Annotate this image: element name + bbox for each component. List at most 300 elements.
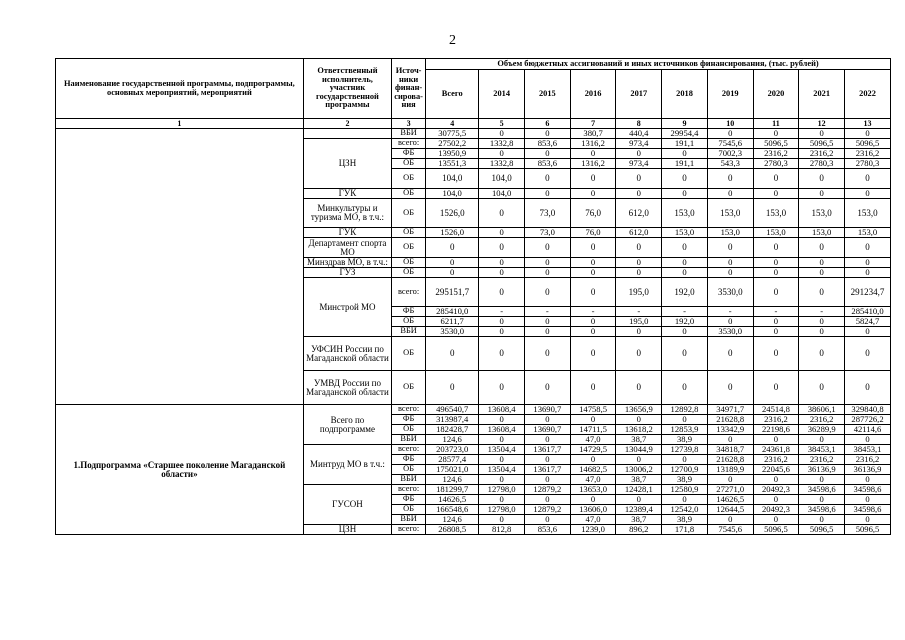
source-cell: ВБИ [392,129,426,139]
year-value-cell: - [707,307,753,317]
year-value-cell: 14682,5 [570,465,616,475]
year-value-cell: 38,9 [662,515,708,525]
source-cell: ОБ [392,425,426,435]
year-value-cell: 0 [799,435,845,445]
year-value-cell: 20492,3 [753,505,799,515]
year-value-cell: 34598,6 [799,485,845,495]
year-value-cell: 14758,5 [570,405,616,415]
year-value-cell: 0 [845,268,891,278]
column-number: 10 [707,119,753,129]
year-value-cell: 0 [845,129,891,139]
year-value-cell: 0 [570,169,616,189]
total-value-cell: 496540,7 [426,405,479,415]
year-value-cell: 0 [570,149,616,159]
year-value-cell: 0 [479,129,525,139]
year-value-cell: 13656,9 [616,405,662,415]
executor-cell: Минстрой МО [303,278,391,337]
table-row [56,129,891,139]
year-value-cell: 0 [479,455,525,465]
year-value-cell: 5824,7 [845,317,891,327]
executor-cell: Департамент спорта МО [303,238,391,258]
year-value-cell: 291234,7 [845,278,891,307]
year-value-cell: 0 [479,415,525,425]
year-value-cell: 0 [525,189,571,199]
year-value-cell: 2316,2 [753,455,799,465]
year-value-cell: 0 [662,495,708,505]
year-value-cell: 38453,1 [845,445,891,455]
executor-cell: Минздрав МО, в т.ч.: [303,258,391,268]
column-number: 8 [616,119,662,129]
year-value-cell: 0 [525,268,571,278]
executor-cell: Всего по подпрограмме [303,405,391,445]
year-value-cell: 1332,8 [479,159,525,169]
year-value-cell: 0 [662,337,708,371]
source-cell: ФБ [392,495,426,505]
year-value-cell: 0 [570,371,616,405]
year-value-cell: 2780,3 [799,159,845,169]
total-value-cell: 104,0 [426,189,479,199]
year-value-cell: 153,0 [707,199,753,228]
year-value-cell: 24514,8 [753,405,799,415]
total-value-cell: 14626,5 [426,495,479,505]
year-value-cell: 0 [753,238,799,258]
year-value-cell: 1332,8 [479,139,525,149]
year-value-cell: 0 [479,268,525,278]
year-value-cell: 0 [753,435,799,445]
year-value-cell: 0 [479,228,525,238]
year-value-cell: 2780,3 [845,159,891,169]
year-value-cell: 0 [662,169,708,189]
year-value-cell: 38,9 [662,475,708,485]
total-value-cell: 13551,3 [426,159,479,169]
year-value-cell: 13006,2 [616,465,662,475]
year-value-cell: 0 [753,317,799,327]
year-value-cell: 853,6 [525,159,571,169]
year-value-cell: 29954,4 [662,129,708,139]
year-value-cell: 36136,9 [799,465,845,475]
year-value-cell: 0 [570,278,616,307]
year-value-cell: 38606,1 [799,405,845,415]
year-value-cell: 0 [570,415,616,425]
year-value-cell: 0 [570,317,616,327]
year-value-cell: 0 [525,129,571,139]
year-value-cell: 2780,3 [753,159,799,169]
executor-cell: УМВД России по Магаданской области [303,371,391,405]
total-value-cell: 182428,7 [426,425,479,435]
year-value-cell: 287726,2 [845,415,891,425]
year-value-cell: - [662,307,708,317]
year-value-cell: 76,0 [570,199,616,228]
year-value-cell: 34598,6 [845,485,891,495]
year-value-cell: 12739,8 [662,445,708,455]
year-value-cell: 12879,2 [525,485,571,495]
year-value-cell: 0 [616,149,662,159]
year-value-cell: 38,7 [616,515,662,525]
year-value-cell: 0 [525,258,571,268]
year-value-cell: 13504,4 [479,445,525,455]
year-value-cell: 0 [753,278,799,307]
year-value-cell: 285410,0 [845,307,891,317]
header-year-2016: 2016 [570,70,616,119]
year-value-cell: 12389,4 [616,505,662,515]
column-number: 2 [303,119,391,129]
year-value-cell: 0 [525,495,571,505]
year-value-cell: 0 [799,371,845,405]
source-cell: всего: [392,525,426,535]
year-value-cell: 3530,0 [707,327,753,337]
total-value-cell: 28577,4 [426,455,479,465]
year-value-cell: 0 [570,268,616,278]
year-value-cell: 0 [845,515,891,525]
total-value-cell: 181299,7 [426,485,479,495]
year-value-cell: 0 [479,515,525,525]
year-value-cell: 153,0 [662,228,708,238]
year-value-cell: 0 [479,371,525,405]
source-cell: ОБ [392,159,426,169]
year-value-cell: 22045,6 [753,465,799,475]
year-value-cell: 0 [845,371,891,405]
source-cell: ВБИ [392,327,426,337]
header-source: Источ- ники финан- сирова- ния [392,59,426,119]
total-value-cell: 0 [426,258,479,268]
year-value-cell: 2316,2 [845,455,891,465]
year-value-cell: 0 [479,149,525,159]
year-value-cell: 14626,5 [707,495,753,505]
year-value-cell: 153,0 [799,228,845,238]
year-value-cell: 13606,0 [570,505,616,515]
column-number: 7 [570,119,616,129]
header-executor: Ответственный исполнитель, участник государственной программы [303,59,391,119]
year-value-cell: 192,0 [662,278,708,307]
year-value-cell: 13617,7 [525,445,571,455]
year-value-cell: 0 [525,327,571,337]
year-value-cell: 896,2 [616,525,662,535]
year-value-cell: 24361,8 [753,445,799,455]
year-value-cell: 38,7 [616,475,662,485]
total-value-cell: 0 [426,268,479,278]
year-value-cell: 12798,0 [479,485,525,495]
column-numbers-row [56,119,891,129]
year-value-cell: 13653,0 [570,485,616,495]
header-year-2022: 2022 [845,70,891,119]
total-value-cell: 175021,0 [426,465,479,475]
year-value-cell: 13342,9 [707,425,753,435]
total-value-cell: 3530,0 [426,327,479,337]
year-value-cell: 13690,7 [525,405,571,415]
year-value-cell: 0 [525,149,571,159]
executor-cell [303,129,391,139]
year-value-cell: 329840,8 [845,405,891,415]
executor-cell: Минтруд МО в т.ч.: [303,445,391,485]
year-value-cell: 12892,8 [662,405,708,415]
total-value-cell: 124,6 [426,515,479,525]
executor-cell: ГУК [303,189,391,199]
total-value-cell: 1526,0 [426,199,479,228]
year-value-cell: 13690,7 [525,425,571,435]
source-cell: ФБ [392,415,426,425]
year-value-cell: 0 [662,189,708,199]
year-value-cell: 0 [570,238,616,258]
year-value-cell: 20492,3 [753,485,799,495]
source-cell: ОБ [392,228,426,238]
column-number: 3 [392,119,426,129]
year-value-cell: 612,0 [616,199,662,228]
source-cell: ОБ [392,258,426,268]
year-value-cell: 0 [753,475,799,485]
year-value-cell: 5096,5 [845,525,891,535]
source-cell: ВБИ [392,475,426,485]
total-value-cell: 285410,0 [426,307,479,317]
year-value-cell: 0 [753,337,799,371]
source-cell: ОБ [392,317,426,327]
year-value-cell: 0 [707,371,753,405]
year-value-cell: 0 [753,327,799,337]
year-value-cell: 0 [479,435,525,445]
year-value-cell: 0 [570,327,616,337]
year-value-cell: 0 [799,337,845,371]
year-value-cell: 0 [616,268,662,278]
source-cell: ОБ [392,465,426,475]
year-value-cell: 13617,7 [525,465,571,475]
source-cell: ОБ [392,371,426,405]
year-value-cell: 2316,2 [799,415,845,425]
column-number: 5 [479,119,525,129]
year-value-cell: 543,3 [707,159,753,169]
total-value-cell: 104,0 [426,169,479,189]
year-value-cell: 0 [616,415,662,425]
year-value-cell: 0 [616,258,662,268]
year-value-cell: 612,0 [616,228,662,238]
executor-cell: ГУСОН [303,485,391,525]
year-value-cell: 0 [616,495,662,505]
year-value-cell: 0 [753,495,799,505]
year-value-cell: 0 [707,268,753,278]
source-cell: ОБ [392,268,426,278]
year-value-cell: 47,0 [570,475,616,485]
year-value-cell: 2316,2 [753,415,799,425]
year-value-cell: 7545,6 [707,139,753,149]
year-value-cell: - [753,307,799,317]
source-cell: ОБ [392,169,426,189]
year-value-cell: 0 [753,268,799,278]
total-value-cell: 13950,9 [426,149,479,159]
year-value-cell: 12700,9 [662,465,708,475]
year-value-cell: 5096,5 [845,139,891,149]
year-value-cell: 0 [799,129,845,139]
source-cell: ОБ [392,199,426,228]
source-cell: всего: [392,278,426,307]
year-value-cell: 0 [753,371,799,405]
column-number: 12 [799,119,845,129]
year-value-cell: 812,8 [479,525,525,535]
year-value-cell: 0 [799,317,845,327]
year-value-cell: 380,7 [570,129,616,139]
year-value-cell: 22198,6 [753,425,799,435]
year-value-cell: 21628,8 [707,455,753,465]
year-value-cell: 0 [845,238,891,258]
total-value-cell: 30775,5 [426,129,479,139]
year-value-cell: 195,0 [616,317,662,327]
year-value-cell: 153,0 [707,228,753,238]
year-value-cell: 12798,0 [479,505,525,515]
year-value-cell: 5096,5 [753,525,799,535]
year-value-cell: 0 [845,169,891,189]
year-value-cell: 12644,5 [707,505,753,515]
year-value-cell: 0 [525,278,571,307]
year-value-cell: 0 [662,238,708,258]
year-value-cell: 153,0 [799,199,845,228]
year-value-cell: - [525,307,571,317]
year-value-cell: 0 [707,515,753,525]
year-value-cell: - [570,307,616,317]
year-value-cell: 73,0 [525,199,571,228]
year-value-cell: 104,0 [479,189,525,199]
year-value-cell: 153,0 [753,228,799,238]
executor-cell: ЦЗН [303,139,391,189]
year-value-cell: 13618,2 [616,425,662,435]
year-value-cell: 0 [707,189,753,199]
year-value-cell: 0 [753,515,799,525]
total-value-cell: 6211,7 [426,317,479,327]
year-value-cell: 0 [753,129,799,139]
source-cell: ОБ [392,337,426,371]
source-cell: всего: [392,139,426,149]
total-value-cell: 295151,7 [426,278,479,307]
table-row [56,405,891,415]
year-value-cell: 14711,5 [570,425,616,435]
total-value-cell: 0 [426,371,479,405]
column-number: 13 [845,119,891,129]
year-value-cell: 38,9 [662,435,708,445]
year-value-cell: 3530,0 [707,278,753,307]
year-value-cell: 21628,8 [707,415,753,425]
year-value-cell: 0 [799,189,845,199]
year-value-cell: 0 [662,455,708,465]
year-value-cell: 2316,2 [799,455,845,465]
column-number: 9 [662,119,708,129]
year-value-cell: 0 [479,475,525,485]
total-value-cell: 0 [426,238,479,258]
year-value-cell: 0 [479,278,525,307]
year-value-cell: 34818,7 [707,445,753,455]
year-value-cell: 0 [662,268,708,278]
year-value-cell: 0 [616,455,662,465]
header-total: Всего [426,70,479,119]
header-year-2015: 2015 [525,70,571,119]
source-cell: ВБИ [392,515,426,525]
year-value-cell: 0 [479,317,525,327]
year-value-cell: 13608,4 [479,405,525,415]
source-cell: ОБ [392,238,426,258]
year-value-cell: 153,0 [845,228,891,238]
year-value-cell: 2316,2 [753,149,799,159]
year-value-cell: - [616,307,662,317]
year-value-cell: 0 [799,327,845,337]
executor-cell: ГУК [303,228,391,238]
year-value-cell: 0 [753,169,799,189]
year-value-cell: 12542,0 [662,505,708,515]
year-value-cell: 0 [799,238,845,258]
budget-table [55,58,891,535]
total-value-cell: 0 [426,337,479,371]
year-value-cell: 7002,3 [707,149,753,159]
year-value-cell: - [799,307,845,317]
year-value-cell: 0 [479,199,525,228]
year-value-cell: 0 [525,238,571,258]
header-year-2017: 2017 [616,70,662,119]
year-value-cell: 0 [525,169,571,189]
source-cell: ОБ [392,505,426,515]
year-value-cell: 27271,0 [707,485,753,495]
year-value-cell: 0 [799,495,845,505]
year-value-cell: 2316,2 [799,149,845,159]
year-value-cell: 0 [525,317,571,327]
year-value-cell: 0 [845,189,891,199]
year-value-cell: 195,0 [616,278,662,307]
source-cell: ФБ [392,149,426,159]
year-value-cell: 34971,7 [707,405,753,415]
year-value-cell: 0 [662,415,708,425]
year-value-cell: 0 [570,337,616,371]
year-value-cell: 0 [799,475,845,485]
year-value-cell: 191,1 [662,139,708,149]
year-value-cell: 973,4 [616,159,662,169]
source-cell: ОБ [392,189,426,199]
year-value-cell: 0 [570,189,616,199]
year-value-cell: 0 [479,327,525,337]
column-number: 4 [426,119,479,129]
year-value-cell: 0 [525,515,571,525]
year-value-cell: 0 [479,337,525,371]
year-value-cell: 13608,4 [479,425,525,435]
year-value-cell: 171,8 [662,525,708,535]
year-value-cell: 5096,5 [799,525,845,535]
year-value-cell: 0 [616,189,662,199]
header-funding: Объем бюджетных ассигнований и иных источников финансирования, (тыс. рублей) [426,59,891,70]
header-name: Наименование государственной программы, подпрограммы, основных мероприятий, мероприятий [56,59,304,119]
year-value-cell: 2316,2 [845,149,891,159]
year-value-cell: 0 [525,337,571,371]
year-value-cell: 0 [707,317,753,327]
year-value-cell: 0 [570,495,616,505]
year-value-cell: 12428,1 [616,485,662,495]
year-value-cell: 0 [707,129,753,139]
year-value-cell: 191,1 [662,159,708,169]
year-value-cell: 5096,5 [799,139,845,149]
column-number: 11 [753,119,799,129]
total-value-cell: 313987,4 [426,415,479,425]
year-value-cell: 853,6 [525,139,571,149]
header-year-2021: 2021 [799,70,845,119]
year-value-cell: 14729,5 [570,445,616,455]
year-value-cell: - [479,307,525,317]
total-value-cell: 26808,5 [426,525,479,535]
executor-cell: ЦЗН [303,525,391,535]
year-value-cell: 0 [479,495,525,505]
year-value-cell: 0 [845,258,891,268]
year-value-cell: 1239,0 [570,525,616,535]
year-value-cell: 0 [799,268,845,278]
year-value-cell: 0 [799,258,845,268]
year-value-cell: 0 [707,169,753,189]
year-value-cell: 0 [845,495,891,505]
year-value-cell: 47,0 [570,435,616,445]
header-year-2018: 2018 [662,70,708,119]
total-value-cell: 166548,6 [426,505,479,515]
year-value-cell: 0 [479,238,525,258]
year-value-cell: 0 [799,169,845,189]
year-value-cell: 440,4 [616,129,662,139]
